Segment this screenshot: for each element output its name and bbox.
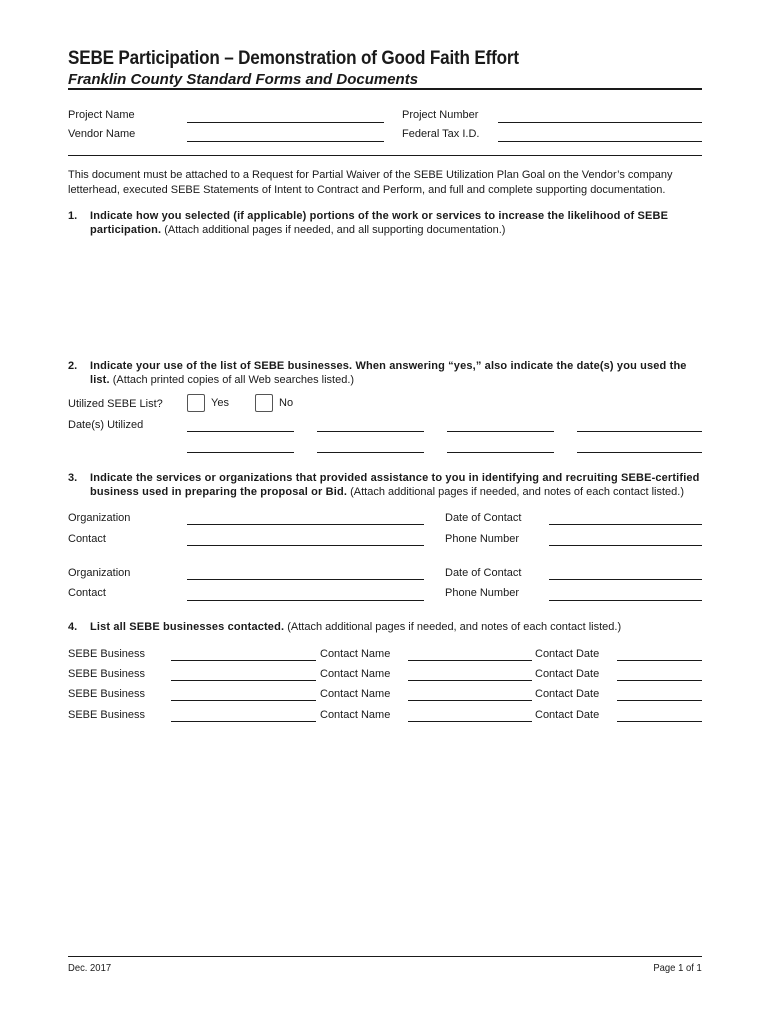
contact-name-field[interactable]: [408, 680, 532, 681]
contact-field[interactable]: [187, 545, 424, 546]
date-utilized-field[interactable]: [187, 431, 294, 432]
organization-label: Organization: [68, 512, 131, 524]
date-utilized-field[interactable]: [317, 452, 424, 453]
contact-name-label: Contact Name: [320, 688, 391, 700]
page-title: SEBE Participation – Demonstration of Good Faith Effort: [68, 48, 519, 69]
question-3-note: (Attach additional pages if needed, and notes of each contact listed.): [347, 486, 684, 498]
question-1-number: 1.: [68, 210, 78, 222]
question-3-number: 3.: [68, 472, 78, 484]
date-utilized-field[interactable]: [577, 452, 702, 453]
vendor-name-label: Vendor Name: [68, 128, 136, 140]
contact-label: Contact: [68, 533, 106, 545]
contact-date-label: Contact Date: [535, 709, 600, 721]
sebe-business-field[interactable]: [171, 721, 316, 722]
federal-tax-id-label: Federal Tax I.D.: [402, 128, 480, 140]
sebe-business-label: SEBE Business: [68, 709, 146, 721]
project-name-field[interactable]: [187, 122, 384, 123]
vendor-name-field[interactable]: [187, 141, 384, 142]
date-of-contact-field[interactable]: [549, 579, 702, 580]
organization-field[interactable]: [187, 524, 424, 525]
sebe-business-label: SEBE Business: [68, 648, 146, 660]
header-rule: [68, 88, 702, 90]
question-2: [68, 359, 702, 387]
sebe-business-field[interactable]: [171, 680, 316, 681]
question-4-prompt: List all SEBE businesses contacted.: [90, 621, 285, 633]
contact-date-field[interactable]: [617, 721, 702, 722]
date-utilized-field[interactable]: [187, 452, 294, 453]
project-number-label: Project Number: [402, 109, 479, 121]
date-of-contact-field[interactable]: [549, 524, 702, 525]
date-of-contact-label: Date of Contact: [445, 567, 522, 579]
sebe-business-field[interactable]: [171, 700, 316, 701]
contact-name-field[interactable]: [408, 700, 532, 701]
no-checkbox[interactable]: [255, 394, 273, 412]
contact-date-label: Contact Date: [535, 648, 600, 660]
yes-label: Yes: [211, 397, 229, 409]
contact-name-label: Contact Name: [320, 648, 391, 660]
contact-label: Contact: [68, 587, 106, 599]
organization-label: Organization: [68, 567, 131, 579]
question-4: [68, 620, 702, 634]
date-of-contact-label: Date of Contact: [445, 512, 522, 524]
sebe-business-label: SEBE Business: [68, 668, 146, 680]
no-label: No: [279, 397, 294, 409]
date-utilized-field[interactable]: [447, 431, 554, 432]
footer-rule: [68, 956, 702, 957]
contact-date-field[interactable]: [617, 660, 702, 661]
contact-date-field[interactable]: [617, 680, 702, 681]
federal-tax-id-field[interactable]: [498, 141, 702, 142]
question-1-prompt: Indicate how you selected (if applicable) portions of the work or services to increase the likelihood of SEBE participation.: [90, 210, 669, 236]
footer-page-number: Page 1 of 1: [653, 962, 702, 974]
date-utilized-field[interactable]: [577, 431, 702, 432]
date-utilized-field[interactable]: [447, 452, 554, 453]
question-2-note: (Attach printed copies of all Web searches listed.): [109, 374, 355, 386]
sebe-business-field[interactable]: [171, 660, 316, 661]
phone-number-label: Phone Number: [445, 587, 519, 599]
contact-date-field[interactable]: [617, 700, 702, 701]
section-divider: [68, 155, 702, 156]
footer-date: Dec. 2017: [68, 962, 112, 974]
phone-number-field[interactable]: [549, 545, 702, 546]
question-4-note: (Attach additional pages if needed, and notes of each contact listed.): [284, 621, 622, 633]
question-1: [68, 209, 702, 237]
utilized-sebe-list-label: Utilized SEBE List?: [68, 398, 163, 410]
contact-date-label: Contact Date: [535, 688, 600, 700]
intro-paragraph: This document must be attached to a Request for Partial Waiver of the SEBE Utilization Plan Goal on the Vendor’s company letterhead, executed SEBE Statements of Intent to Contract and Perform, and full and complete supporting documentation.: [68, 169, 673, 196]
contact-date-label: Contact Date: [535, 668, 600, 680]
question-4-number: 4.: [68, 621, 78, 633]
question-2-number: 2.: [68, 360, 78, 372]
date-utilized-field[interactable]: [317, 431, 424, 432]
contact-name-label: Contact Name: [320, 709, 391, 721]
project-number-field[interactable]: [498, 122, 702, 123]
phone-number-label: Phone Number: [445, 533, 519, 545]
sebe-business-label: SEBE Business: [68, 688, 146, 700]
contact-name-field[interactable]: [408, 721, 532, 722]
question-1-note: (Attach additional pages if needed, and all supporting documentation.): [161, 224, 506, 236]
project-name-label: Project Name: [68, 109, 135, 121]
page-subtitle: Franklin County Standard Forms and Documents: [68, 71, 419, 88]
contact-field[interactable]: [187, 600, 424, 601]
phone-number-field[interactable]: [549, 600, 702, 601]
organization-field[interactable]: [187, 579, 424, 580]
yes-checkbox[interactable]: [187, 394, 205, 412]
question-2-prompt: Indicate your use of the list of SEBE businesses. When answering “yes,” also indicate the date(s) you used the list.: [90, 360, 687, 386]
question-3-prompt: Indicate the services or organizations that provided assistance to you in identifying and recruiting SEBE-certified business used in preparing the proposal or Bid.: [90, 472, 700, 498]
contact-name-field[interactable]: [408, 660, 532, 661]
contact-name-label: Contact Name: [320, 668, 391, 680]
question-3: [68, 471, 702, 499]
dates-utilized-label: Date(s) Utilized: [68, 419, 144, 431]
